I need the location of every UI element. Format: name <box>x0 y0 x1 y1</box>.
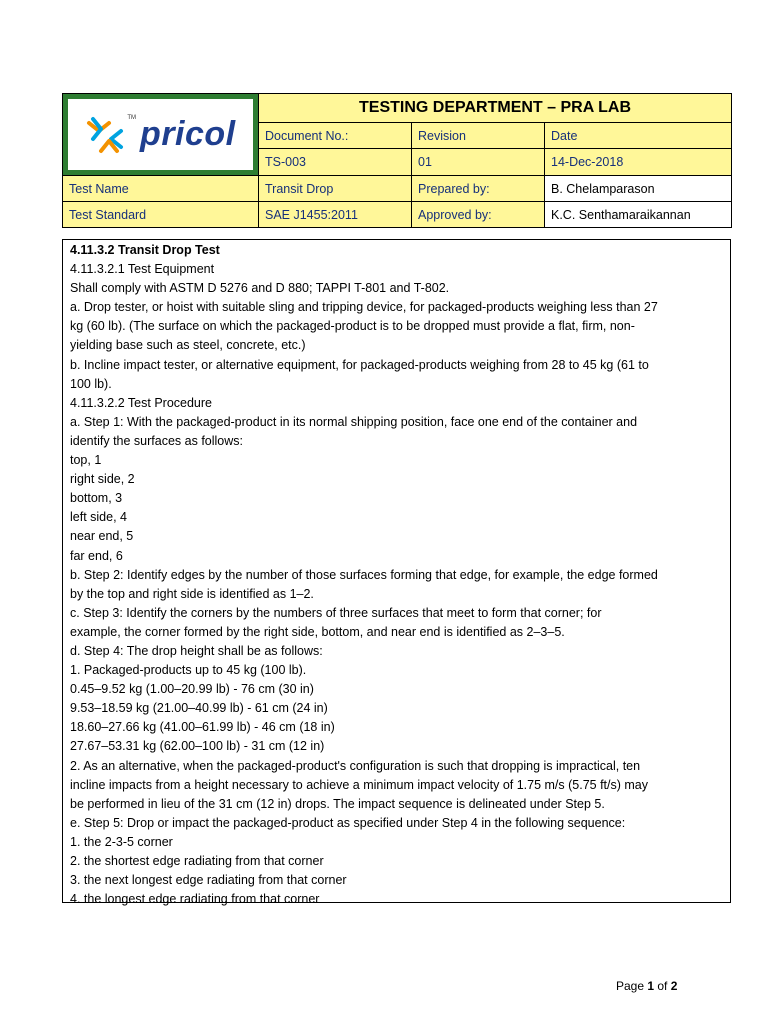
header-table <box>62 93 732 228</box>
logo-cell <box>63 94 259 176</box>
procedure-body <box>62 239 731 907</box>
revision-label: Revision <box>412 122 545 149</box>
body-line: far end, 6 <box>70 548 123 563</box>
trademark-mark: TM <box>127 115 137 121</box>
body-line: right side, 2 <box>70 472 135 487</box>
pricol-mark-icon <box>85 115 125 155</box>
body-line: 2. the shortest edge radiating from that corner <box>70 854 324 868</box>
body-line: top, 1 <box>70 453 102 468</box>
body-line: yielding base such as steel, concrete, etc.) <box>70 338 306 353</box>
page-title: TESTING DEPARTMENT – PRA LAB <box>259 94 732 123</box>
test-name-label: Test Name <box>63 176 259 202</box>
body-line: 3. the next longest edge radiating from that corner <box>70 873 347 888</box>
body-line: b. Step 2: Identify edges by the number of those surfaces forming that edge, for example, the edge formed <box>70 567 658 582</box>
body-line: 1. the 2-3-5 corner <box>70 834 173 849</box>
body-line: 4. the longest edge radiating from that corner <box>70 892 320 907</box>
body-line: left side, 4 <box>70 510 127 525</box>
section-heading: 4.11.3.2 Transit Drop Test <box>70 243 220 257</box>
body-line: bottom, 3 <box>70 491 123 506</box>
approved-by-value: K.C. Senthamaraikannan <box>545 202 732 228</box>
test-standard-value: SAE J1455:2011 <box>259 202 412 228</box>
page-total: 2 <box>670 979 678 993</box>
body-line: incline impacts from a height necessary to achieve a minimum impact velocity of 1.75 m/s (5.75 ft/s) may <box>70 777 649 792</box>
test-name-value: Transit Drop <box>259 176 412 202</box>
page-current: 1 <box>647 979 655 993</box>
test-standard-label: Test Standard <box>63 202 259 228</box>
date-value: 14-Dec-2018 <box>545 149 732 176</box>
page-of: of <box>654 979 671 993</box>
body-line: 1. Packaged-products up to 45 kg (100 lb). <box>70 663 307 678</box>
body-line: kg (60 lb). (The surface on which the packaged-product is to be dropped must provide a flat, firm, non- <box>70 319 635 334</box>
prepared-by-value: B. Chelamparason <box>545 176 732 202</box>
body-line: a. Drop tester, or hoist with suitable sling and tripping device, for packaged-products weighing less than 27 <box>70 300 658 315</box>
body-line: 27.67–53.31 kg (62.00–100 lb) - 31 cm (12 in) <box>70 739 325 754</box>
body-line: 100 lb). <box>70 376 112 391</box>
body-line: example, the corner formed by the right side, bottom, and near end is identified as 2–3–5. <box>70 624 565 639</box>
body-line: 4.11.3.2.2 Test Procedure <box>70 395 212 410</box>
body-line: b. Incline impact tester, or alternative equipment, for packaged-products weighing from 28 to 45 kg (61 to <box>70 357 649 372</box>
prepared-by-label: Prepared by: <box>412 176 545 202</box>
body-line: near end, 5 <box>70 529 134 544</box>
body-line: d. Step 4: The drop height shall be as follows: <box>70 643 323 658</box>
date-label: Date <box>545 122 732 149</box>
body-line: 18.60–27.66 kg (41.00–61.99 lb) - 46 cm (18 in) <box>70 720 335 735</box>
body-line: by the top and right side is identified as 1–2. <box>70 586 314 601</box>
body-line: Shall comply with ASTM D 5276 and D 880; TAPPI T-801 and T-802. <box>70 281 450 296</box>
doc-no-label: Document No.: <box>259 122 412 149</box>
page-prefix: Page <box>616 979 648 993</box>
body-line: 0.45–9.52 kg (1.00–20.99 lb) - 76 cm (30 in) <box>70 682 314 697</box>
body-line: 9.53–18.59 kg (21.00–40.99 lb) - 61 cm (24 in) <box>70 701 328 716</box>
pricol-logo <box>68 99 253 170</box>
body-line: e. Step 5: Drop or impact the packaged-product as specified under Step 4 in the following sequence: <box>70 815 626 830</box>
revision-value: 01 <box>412 149 545 176</box>
approved-by-label: Approved by: <box>412 202 545 228</box>
body-line: a. Step 1: With the packaged-product in its normal shipping position, face one end of the container and <box>70 414 638 429</box>
doc-no-value: TS-003 <box>259 149 412 176</box>
logo-text: pricol <box>140 115 236 153</box>
body-line: identify the surfaces as follows: <box>70 433 243 448</box>
body-line: c. Step 3: Identify the corners by the numbers of three surfaces that meet to form that corner; for <box>70 605 602 620</box>
page-number <box>616 979 677 993</box>
body-line: 4.11.3.2.1 Test Equipment <box>70 262 215 277</box>
body-line: 2. As an alternative, when the packaged-product's configuration is such that dropping is impractical, ten <box>70 758 641 773</box>
body-line: be performed in lieu of the 31 cm (12 in) drops. The impact sequence is delineated under Step 5. <box>70 796 605 811</box>
